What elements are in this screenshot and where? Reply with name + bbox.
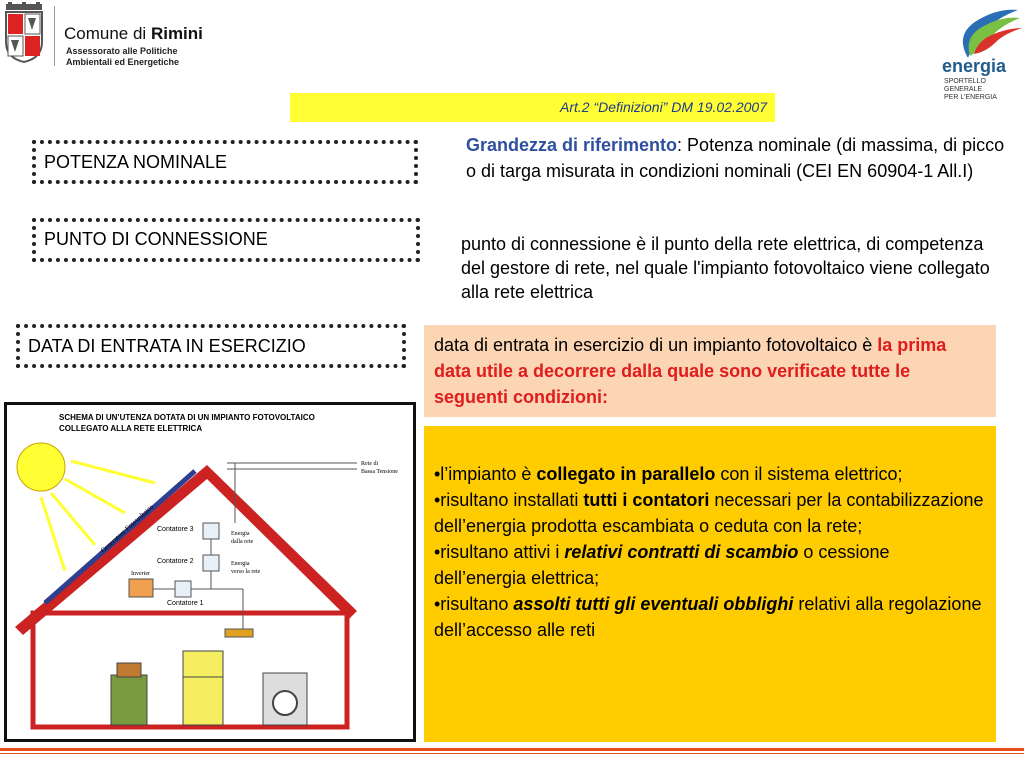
- article-bar: [290, 93, 775, 122]
- pv-schema-svg: [7, 405, 413, 739]
- definition-emphasis: la prima data utile a decorrere dalla quale sono verificate tutte le seguenti condizioni:: [434, 335, 947, 407]
- footer-rule-thin: [0, 753, 1024, 754]
- meter-3: [203, 523, 219, 539]
- conditions-box: [424, 426, 996, 742]
- grid-label: Rete di: [361, 461, 379, 467]
- house-roof: [15, 465, 357, 635]
- sun-ray: [41, 497, 65, 571]
- ceiling-lamp-icon: [225, 629, 253, 637]
- sun-ray: [51, 493, 95, 545]
- meter-label: Contatore 1: [167, 600, 204, 607]
- logo-subtitle: [66, 46, 179, 68]
- meter-1: [175, 581, 191, 597]
- energia-subtitle-line: PER L’ENERGIA: [944, 94, 997, 101]
- article-reference: Art.2 “Definizioni” DM 19.02.2007: [560, 99, 767, 115]
- generator-label: Generatore Fotovoltaico: [98, 502, 156, 555]
- condition-item: •risultano installati tutti i contatori necessari per la contabilizzazione dell’energia prodotta escambiata o ceduta con la rete;: [434, 490, 984, 536]
- logo-subtitle-line: Assessorato alle Politiche: [66, 46, 178, 56]
- washing-machine-drum: [273, 691, 297, 715]
- tv-icon: [117, 663, 141, 677]
- energy-label: verso la rete: [231, 569, 261, 575]
- inverter-box: [129, 579, 153, 597]
- rimini-crest-icon: [2, 2, 46, 64]
- pv-schema-diagram: [4, 402, 416, 742]
- definition-potenza-nominale: [466, 132, 1006, 184]
- definition-text: : Potenza nominale (di massima, di picco o di targa misurata in condizioni nominali (CEI EN 60904-1 All.I): [466, 135, 1005, 181]
- energia-subtitle-line: SPORTELLO: [944, 78, 986, 85]
- condition-item: •l’impianto è collegato in parallelo con il sistema elettrico;: [434, 464, 903, 484]
- meter-2: [203, 555, 219, 571]
- logo-title: Comune di Rimini: [64, 24, 203, 43]
- energia-brand-subtitle: [944, 78, 997, 102]
- condition-item: •risultano assolti tutti gli eventuali obblighi relativi alla regolazione dell’accesso alle reti: [434, 594, 982, 640]
- definition-highlight: Grandezza di riferimento: [466, 135, 678, 155]
- energy-label: Energia: [231, 531, 250, 537]
- energia-swirl-icon: [938, 4, 1022, 60]
- inverter-label: Inverter: [131, 571, 150, 577]
- meter-label: Contatore 3: [157, 526, 194, 533]
- energia-brand-word: energia: [942, 56, 1007, 76]
- cabinet-icon: [111, 675, 147, 725]
- diagram-title: COLLEGATO ALLA RETE ELETTRICA: [59, 424, 203, 433]
- definition-text: data di entrata in esercizio di un impianto fotovoltaico è: [434, 335, 878, 355]
- grid-label: Bassa Tensione: [361, 469, 398, 475]
- fridge-icon: [183, 651, 223, 725]
- definition-punto-di-connessione: punto di connessione è il punto della rete elettrica, di competenza del gestore di rete, nel quale l'impianto fotovoltaico viene collegato alla rete elettrica: [461, 234, 990, 302]
- meter-label: Contatore 2: [157, 558, 194, 565]
- sun-ray: [71, 461, 155, 483]
- diagram-title: SCHEMA DI UN’UTENZA DOTATA DI UN IMPIANTO FOTOVOLTAICO: [59, 413, 315, 422]
- comune-rimini-logo: [0, 0, 230, 72]
- term-potenza-nominale: POTENZA NOMINALE: [32, 140, 418, 184]
- footer-rule: [0, 748, 1024, 751]
- sun-ray: [65, 479, 125, 513]
- definition-data-entrata-esercizio: [424, 325, 996, 417]
- logo-divider: [54, 6, 55, 66]
- energia-subtitle-line: GENERALE: [944, 86, 983, 93]
- logo-subtitle-line: Ambientali ed Energetiche: [66, 57, 180, 67]
- condition-item: •risultano attivi i relativi contratti di scambio o cessione dell’energia elettrica;: [434, 542, 890, 588]
- sun-icon: [17, 443, 65, 491]
- term-punto-di-connessione: PUNTO DI CONNESSIONE: [32, 218, 420, 262]
- energy-label: dalla rete: [231, 539, 254, 545]
- term-data-entrata-esercizio: DATA DI ENTRATA IN ESERCIZIO: [16, 324, 406, 368]
- energy-label: Energia: [231, 561, 250, 567]
